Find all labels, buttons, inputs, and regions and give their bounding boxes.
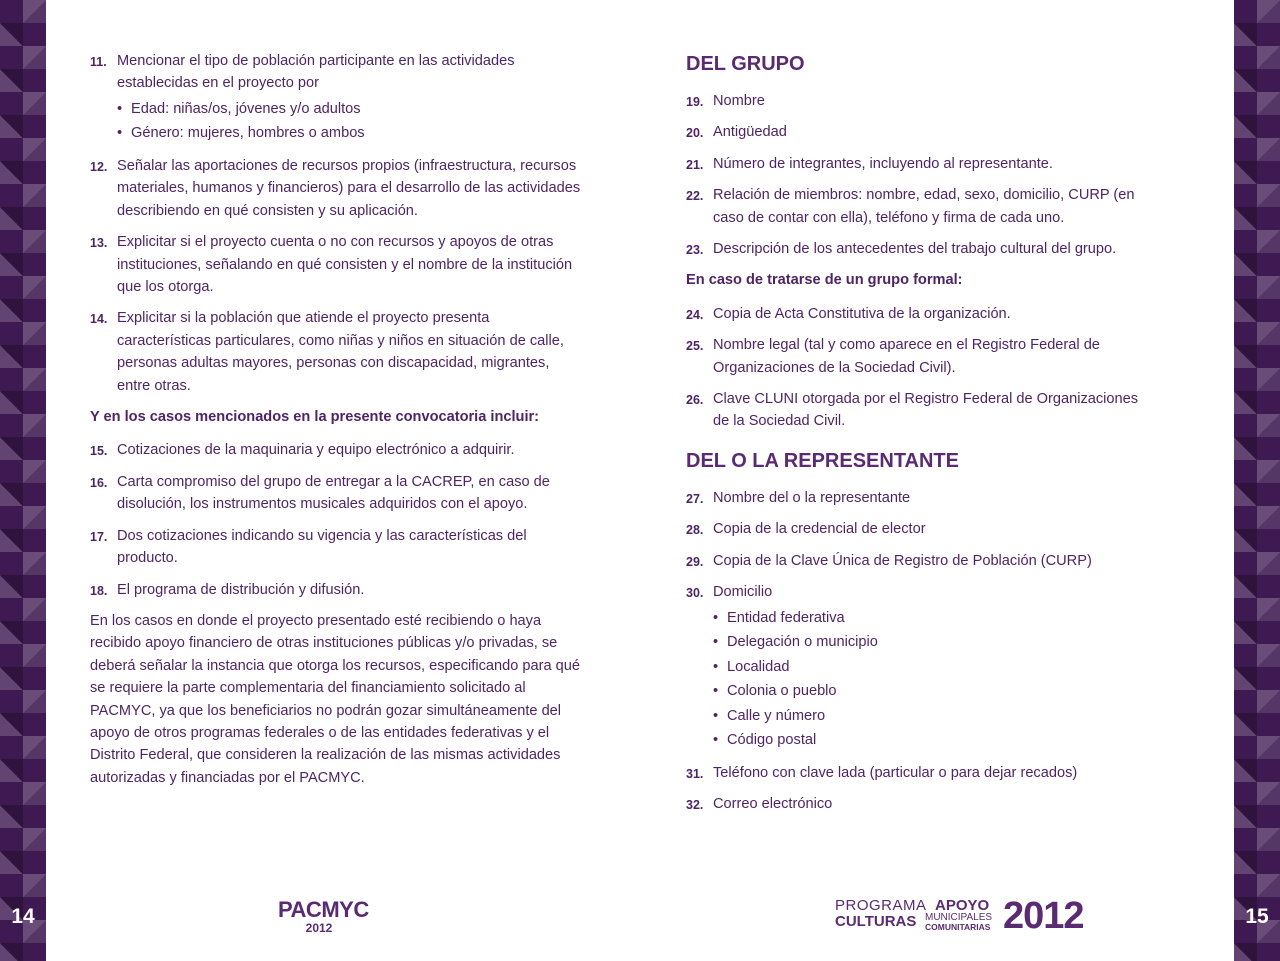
list-item xyxy=(90,231,585,298)
bullet-item: • Localidad xyxy=(713,655,1156,680)
list-item xyxy=(90,155,585,222)
item-text: Copia de la Clave Única de Registro de Población (CURP) xyxy=(713,552,1092,569)
group-requirements-list xyxy=(686,90,1156,260)
item-text: Copia de la credencial de elector xyxy=(713,521,926,538)
list-item xyxy=(686,334,1156,379)
left-decorative-border xyxy=(0,0,46,961)
cases-subheading: Y en los casos mencionados en la presente convocatoria incluir: xyxy=(90,409,540,426)
item-number: 15. xyxy=(90,444,108,459)
item-text: Nombre legal (tal y como aparece en el Registro Federal de Organizaciones de la Sociedad Civil). xyxy=(713,337,1100,376)
item-number: 31. xyxy=(686,767,704,782)
programa-logo xyxy=(835,896,1095,940)
bullet-list xyxy=(117,97,585,146)
bullet-item: • Género: mujeres, hombres o ambos xyxy=(117,121,585,146)
item-number: 16. xyxy=(90,475,108,490)
item-text: Cotizaciones de la maquinaria y equipo electrónico a adquirir. xyxy=(117,442,515,459)
list-item xyxy=(686,487,1156,509)
item-number: 17. xyxy=(90,529,108,544)
item-number: 26. xyxy=(686,393,704,408)
list-item xyxy=(686,762,1156,784)
list-item xyxy=(686,184,1156,229)
list-item xyxy=(686,581,1156,753)
item-text: Copia de Acta Constitutiva de la organización. xyxy=(713,305,1011,322)
bullet-list xyxy=(713,606,1156,754)
item-number: 14. xyxy=(90,312,108,327)
page-number-left: 14 xyxy=(11,905,35,928)
page-number-right: 15 xyxy=(1245,905,1269,928)
programa-logo-comunitarias: COMUNITARIAS xyxy=(925,922,991,932)
item-text: El programa de distribución y difusión. xyxy=(117,581,365,598)
list-item xyxy=(686,121,1156,143)
item-text: Dos cotizaciones indicando su vigencia y las características del producto. xyxy=(117,527,527,567)
item-number: 30. xyxy=(686,586,704,601)
item-number: 21. xyxy=(686,157,704,172)
item-text: Explicitar si la población que atiende el proyecto presenta características particulares, como niñas y niños en situación de calle, personas adultas mayores, personas con discapacidad, migrantes, entre otras. xyxy=(117,310,564,394)
programa-logo-culturas: CULTURAS xyxy=(835,913,917,930)
item-number: 27. xyxy=(686,491,704,506)
item-text: Correo electrónico xyxy=(713,796,833,813)
item-number: 20. xyxy=(686,126,704,141)
item-number: 32. xyxy=(686,798,704,813)
list-item xyxy=(90,50,585,146)
item-text: Clave CLUNI otorgada por el Registro Federal de Organizaciones de la Sociedad Civil. xyxy=(713,391,1139,430)
item-number: 24. xyxy=(686,307,704,322)
item-number: 22. xyxy=(686,189,704,204)
list-item xyxy=(686,550,1156,572)
pacmyc-logo-name: PACMYC xyxy=(278,897,369,922)
item-text: Mencionar el tipo de población participante en las actividades establecidas en el proyecto por xyxy=(117,53,515,92)
closing-paragraph: En los casos en donde el proyecto presentado esté recibiendo o haya recibido apoyo financiero de otras instituciones públicas y/o privadas, se deberá señalar la instancia que otorga los recursos, especificando para qué se requiere la parte complementaria del financiamiento solicitado al PACMYC, ya que los beneficiarios no podrán gozar simultáneamente del apoyo de otros programas federales o de las entidades federativas y el Distrito Federal, que consideren la realización de las mismas actividades autorizadas y financiadas por el PACMYC. xyxy=(90,612,581,786)
list-item xyxy=(90,525,585,570)
list-item xyxy=(686,238,1156,260)
list-item xyxy=(686,90,1156,112)
programa-logo-line1: PROGRAMA xyxy=(835,897,927,914)
item-text: Nombre del o la representante xyxy=(713,489,911,506)
list-item xyxy=(686,303,1156,325)
requirements-list-b xyxy=(90,439,585,600)
heading-representante: DEL O LA REPRESENTANTE xyxy=(686,449,959,472)
item-text: Señalar las aportaciones de recursos propios (infraestructura, recursos materiales, humanos y financieros) para el desarrollo de las actividades describiendo en qué consisten y su aplicación. xyxy=(117,158,581,219)
representative-list xyxy=(686,487,1156,816)
formal-group-list xyxy=(686,303,1156,433)
item-text: Teléfono con clave lada (particular o para dejar recados) xyxy=(713,765,1078,782)
item-text: Antigüedad xyxy=(713,124,787,141)
list-item xyxy=(686,793,1156,815)
item-number: 11. xyxy=(90,55,107,69)
item-number: 18. xyxy=(90,583,108,598)
list-item xyxy=(90,307,585,397)
list-item xyxy=(90,471,585,516)
item-number: 23. xyxy=(686,243,704,258)
pacmyc-logo xyxy=(278,897,369,942)
item-text: Explicitar si el proyecto cuenta o no con recursos y apoyos de otras instituciones, señalando en qué consisten y el nombre de la institución que los otorga. xyxy=(117,234,573,296)
programa-logo-year: 2012 xyxy=(1003,895,1084,937)
right-column xyxy=(686,50,1156,825)
list-item xyxy=(686,153,1156,175)
item-number: 12. xyxy=(90,160,108,174)
list-item xyxy=(686,388,1156,433)
programa-logo-apoyo: APOYO xyxy=(935,897,990,914)
formal-group-subheading: En caso de tratarse de un grupo formal: xyxy=(686,272,963,289)
item-text: Domicilio xyxy=(713,584,773,601)
list-item xyxy=(90,579,585,601)
programa-logo-municipales: MUNICIPALES xyxy=(925,912,993,923)
right-decorative-border xyxy=(1234,0,1280,961)
bullet-item: • Colonia o pueblo xyxy=(713,679,1156,704)
item-number: 25. xyxy=(686,339,704,354)
bullet-item: • Entidad federativa xyxy=(713,606,1156,631)
heading-del-grupo: DEL GRUPO xyxy=(686,53,805,75)
bullet-item: • Delegación o municipio xyxy=(713,630,1156,655)
item-number: 19. xyxy=(686,95,704,109)
bullet-item: • Edad: niñas/os, jóvenes y/o adultos xyxy=(117,97,585,122)
left-column xyxy=(90,50,585,789)
item-number: 29. xyxy=(686,554,704,569)
requirements-list-a xyxy=(90,50,585,397)
bullet-item: • Calle y número xyxy=(713,704,1156,729)
item-number: 13. xyxy=(90,236,108,251)
item-text: Carta compromiso del grupo de entregar a la CACREP, en caso de disolución, los instrumentos musicales adquiridos con el apoyo. xyxy=(117,473,550,513)
item-text: Número de integrantes, incluyendo al representante. xyxy=(713,155,1053,172)
bullet-item: • Código postal xyxy=(713,728,1156,753)
item-text: Descripción de los antecedentes del trabajo cultural del grupo. xyxy=(713,241,1117,258)
item-number: 28. xyxy=(686,523,704,538)
pacmyc-logo-year: 2012 xyxy=(305,921,333,935)
list-item xyxy=(686,518,1156,540)
list-item xyxy=(90,439,585,461)
item-text: Relación de miembros: nombre, edad, sexo, domicilio, CURP (en caso de contar con ella), teléfono y firma de cada uno. xyxy=(713,187,1135,226)
item-text: Nombre xyxy=(713,93,765,109)
